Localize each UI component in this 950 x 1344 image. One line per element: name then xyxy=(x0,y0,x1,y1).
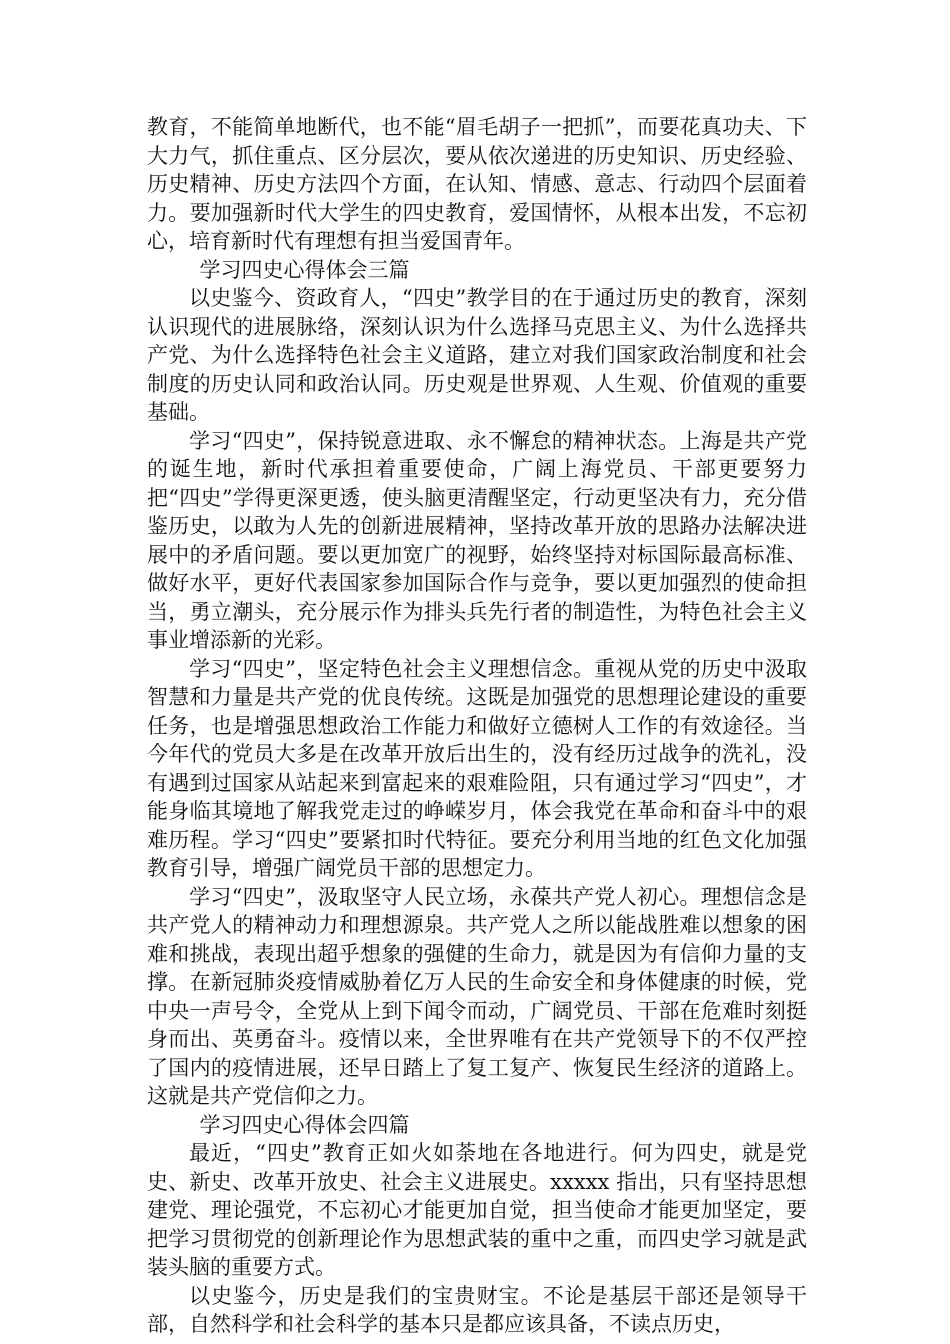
paragraph: 学习“四史”，保持锐意进取、永不懈怠的精神状态。上海是共产党的诞生地，新时代承担着重要使命，广阔上海党员、干部更要努力把“四史”学得更深更透，使头脑更清醒坚定，行动更坚决有力，充分借鉴历史，以敢为人先的创新进展精神，坚持改革开放的思路办法解决进展中的矛盾问题。要以更加宽广的视野，始终坚持对标国际最高标准、做好水平，更好代表国家参加国际合作与竞争，要以更加强烈的使命担当，勇立潮头，充分展示作为排头兵先行者的制造性，为特色社会主义事业增添新的光彩。 xyxy=(147,428,807,652)
paragraph: 最近，“四史”教育正如火如荼地在各地进行。何为四史，就是党史、新史、改革开放史、社会主义进展史。xxxxx 指出，只有坚持思想建党、理论强党，不忘初心才能更加自觉，担当使命才能更加坚定，要把学习贯彻党的创新理论作为思想武装的重中之重，而四史学习就是武装头脑的重要方式。 xyxy=(147,1141,807,1279)
paragraph: 学习“四史”，汲取坚守人民立场，永葆共产党人初心。理想信念是共产党人的精神动力和理想源泉。共产党人之所以能战胜难以想象的困难和挑战，表现出超乎想象的强健的生命力，就是因为有信仰力量的支撑。在新冠肺炎疫情威胁着亿万人民的生命安全和身体健康的时候，党中央一声号令，全党从上到下闻令而动，广阔党员、干部在危难时刻挺身而出、英勇奋斗。疫情以来，全世界唯有在共产党领导下的不仅严控了国内的疫情进展，还早日踏上了复工复产、恢复民生经济的道路上。这就是共产党信仰之力。 xyxy=(147,884,807,1108)
document-page xyxy=(147,113,807,1339)
section-heading-four: 学习四史心得体会四篇 xyxy=(199,1112,410,1137)
paragraph-intro: 教育，不能简单地断代，也不能“眉毛胡子一把抓”，而要花真功夫、下大力气，抓住重点、区分层次，要从依次递进的历史知识、历史经验、历史精神、历史方法四个方面，在认知、情感、意志、行动四个层面着力。要加强新时代大学生的四史教育，爱国情怀，从根本出发，不忘初心，培育新时代有理想有担当爱国青年。 xyxy=(147,115,807,253)
paragraph: 以史鉴今，历史是我们的宝贵财宝。不论是基层干部还是领导干部，自然科学和社会科学的基本只是都应该具备，不读点历史， xyxy=(147,1283,807,1336)
section-heading-three: 学习四史心得体会三篇 xyxy=(199,257,410,282)
paragraph: 以史鉴今、资政育人，“四史”教学目的在于通过历史的教育，深刻认识现代的进展脉络，深刻认识为什么选择马克思主义、为什么选择共产党、为什么选择特色社会主义道路，建立对我们国家政治制度和社会制度的历史认同和政治认同。历史观是世界观、人生观、价值观的重要基础。 xyxy=(147,286,807,424)
paragraph: 学习“四史”，坚定特色社会主义理想信念。重视从党的历史中汲取智慧和力量是共产党的优良传统。这既是加强党的思想理论建设的重要任务，也是增强思想政治工作能力和做好立德树人工作的有效途径。当今年代的党员大多是在改革开放后出生的，没有经历过战争的洗礼，没有遇到过国家从站起来到富起来的艰难险阻，只有通过学习“四史”，才能身临其境地了解我党走过的峥嵘岁月，体会我党在革命和奋斗中的艰难历程。学习“四史”要紧扣时代特征。要充分利用当地的红色文化加强教育引导，增强广阔党员干部的思想定力。 xyxy=(147,656,807,880)
